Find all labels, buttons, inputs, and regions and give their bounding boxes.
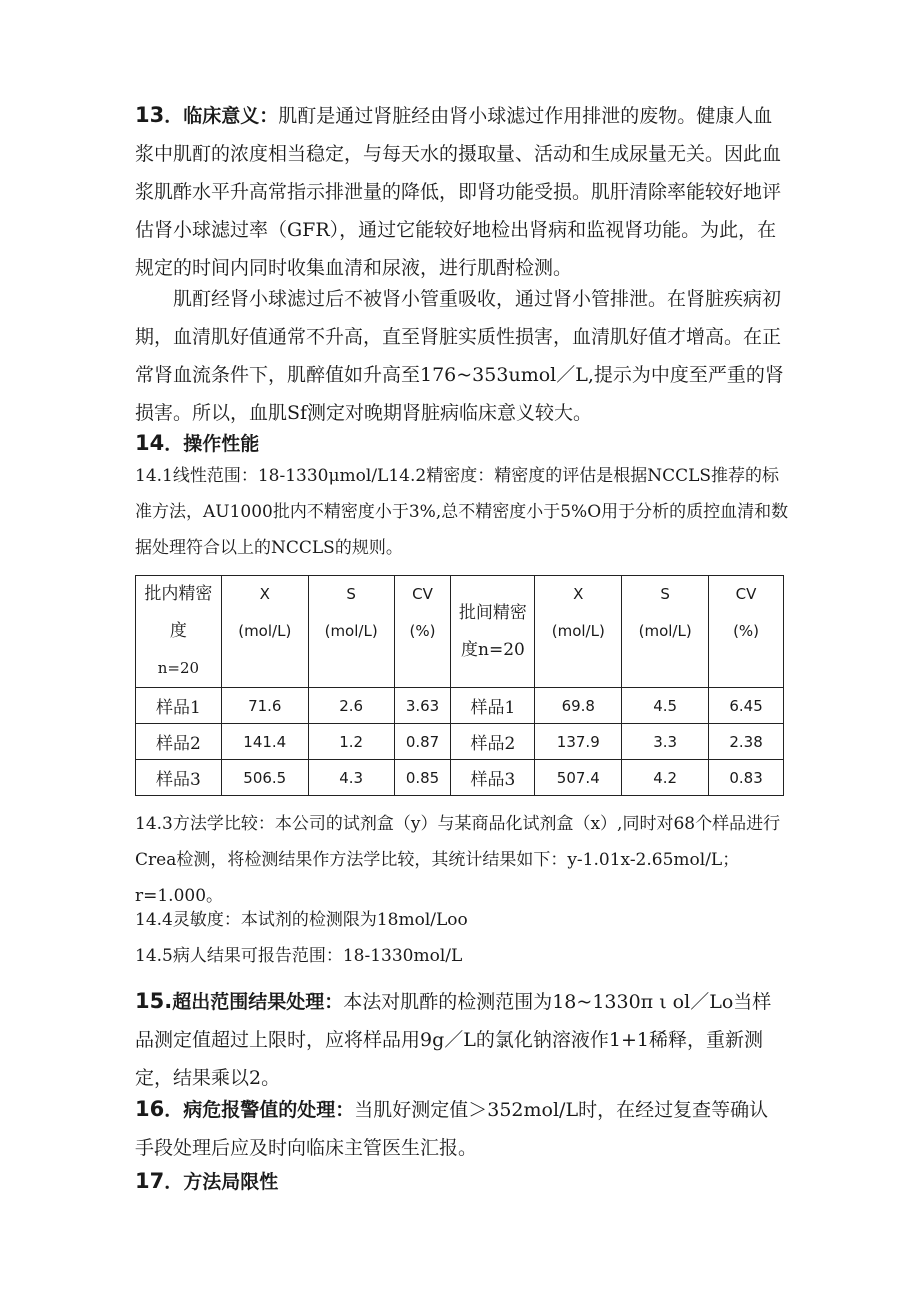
col-header-s2: S (mol/L)	[622, 576, 709, 688]
section-14-1-text: 14.1线性范围：18-1330μmol/L14.2精密度：精密度的评估是根据NCCLS推荐的标准方法，AU1000批内不精密度小于3%,总不精密度小于5%O用于分析的质控血清和数据处理符合以上的NCCLS的规则。	[135, 466, 789, 558]
section-17-number: 17	[135, 1169, 165, 1193]
table-row: 样品3 506.5 4.3 0.85 样品3 507.4 4.2 0.83	[136, 760, 784, 796]
section-16-title: ．病危报警值的处理：	[164, 1099, 355, 1121]
col-header-s: S (mol/L)	[308, 576, 394, 688]
col-header-x: X (mol/L)	[221, 576, 308, 688]
section-14-1-paragraph	[135, 458, 795, 566]
section-14-4-text: 14.4灵敏度：本试剂的检测限为18mol/Loo	[135, 910, 468, 930]
section-14-5-paragraph	[135, 938, 795, 974]
section-13-number: 13	[135, 103, 165, 127]
section-17-title: ．方法局限性	[164, 1171, 279, 1193]
section-14-3-paragraph	[135, 806, 795, 914]
section-15-number: 15.	[135, 989, 173, 1013]
table-row: 样品1 71.6 2.6 3.63 样品1 69.8 4.5 6.45	[136, 688, 784, 724]
section-13-paragraph	[135, 96, 785, 287]
section-16-text: 当肌好测定值＞352mol/L时，在经过复查等确认手段处理后应及时向临床主管医生汇报。	[135, 1099, 769, 1159]
section-14-number: 14	[135, 431, 165, 455]
table-header-row	[136, 576, 784, 688]
section-13-paragraph-2	[135, 280, 785, 432]
section-14-5-text: 14.5病人结果可报告范围：18-1330mol/L	[135, 946, 463, 966]
section-14-3-text: 14.3方法学比较：本公司的试剂盒（y）与某商品化试剂盒（x）,同时对68个样品进行Crea检测，将检测结果作方法学比较，其统计结果如下：y-1.01x-2.65mol/L；r=1.000。	[135, 814, 781, 906]
section-15-text: 本法对肌酢的检测范围为18~1330π ι ol／Lo当样品测定值超过上限时，应将样品用9g／L的氯化钠溶液作1+1稀释，重新测定，结果乘以2。	[135, 991, 772, 1089]
within-run-header: 批内精密 度 n=20	[136, 576, 222, 688]
section-13-title: ．临床意义：	[164, 105, 279, 127]
section-14-4-paragraph	[135, 902, 795, 938]
col-header-cv: CV (%)	[394, 576, 451, 688]
col-header-x2: X (mol/L)	[535, 576, 622, 688]
section-16-paragraph	[135, 1090, 785, 1167]
col-header-cv2: CV (%)	[709, 576, 784, 688]
section-15-title: 超出范围结果处理：	[172, 991, 344, 1013]
between-run-header: 批间精密 度n=20	[451, 576, 535, 688]
section-17-heading	[135, 1162, 785, 1201]
table-row: 样品2 141.4 1.2 0.87 样品2 137.9 3.3 2.38	[136, 724, 784, 760]
precision-table	[135, 575, 784, 796]
section-16-number: 16	[135, 1097, 165, 1121]
section-13-text: 肌酊是通过肾脏经由肾小球滤过作用排泄的废物。健康人血浆中肌酊的浓度相当稳定，与每天水的摄取量、活动和生成尿量无关。因此血浆肌酢水平升高常指示排泄量的降低，即肾功能受损。肌肝清除率能较好地评估肾小球滤过率（GFR），通过它能较好地检出肾病和监视肾功能。为此，在规定的时间内同时收集血清和尿液，进行肌酎检测。	[135, 105, 782, 279]
section-14-title: ．操作性能	[164, 433, 260, 455]
section-13-text-2: 肌酊经肾小球滤过后不被肾小管重吸收，通过肾小管排泄。在肾脏疾病初期，血清肌好值通常不升高，直至肾脏实质性损害，血清肌好值才增高。在正常肾血流条件下，肌醉值如升高至176~353umol／L,提示为中度至严重的肾损害。所以，血肌Sf测定对晚期肾脏病临床意义较大。	[135, 288, 784, 424]
section-15-paragraph	[135, 982, 785, 1097]
